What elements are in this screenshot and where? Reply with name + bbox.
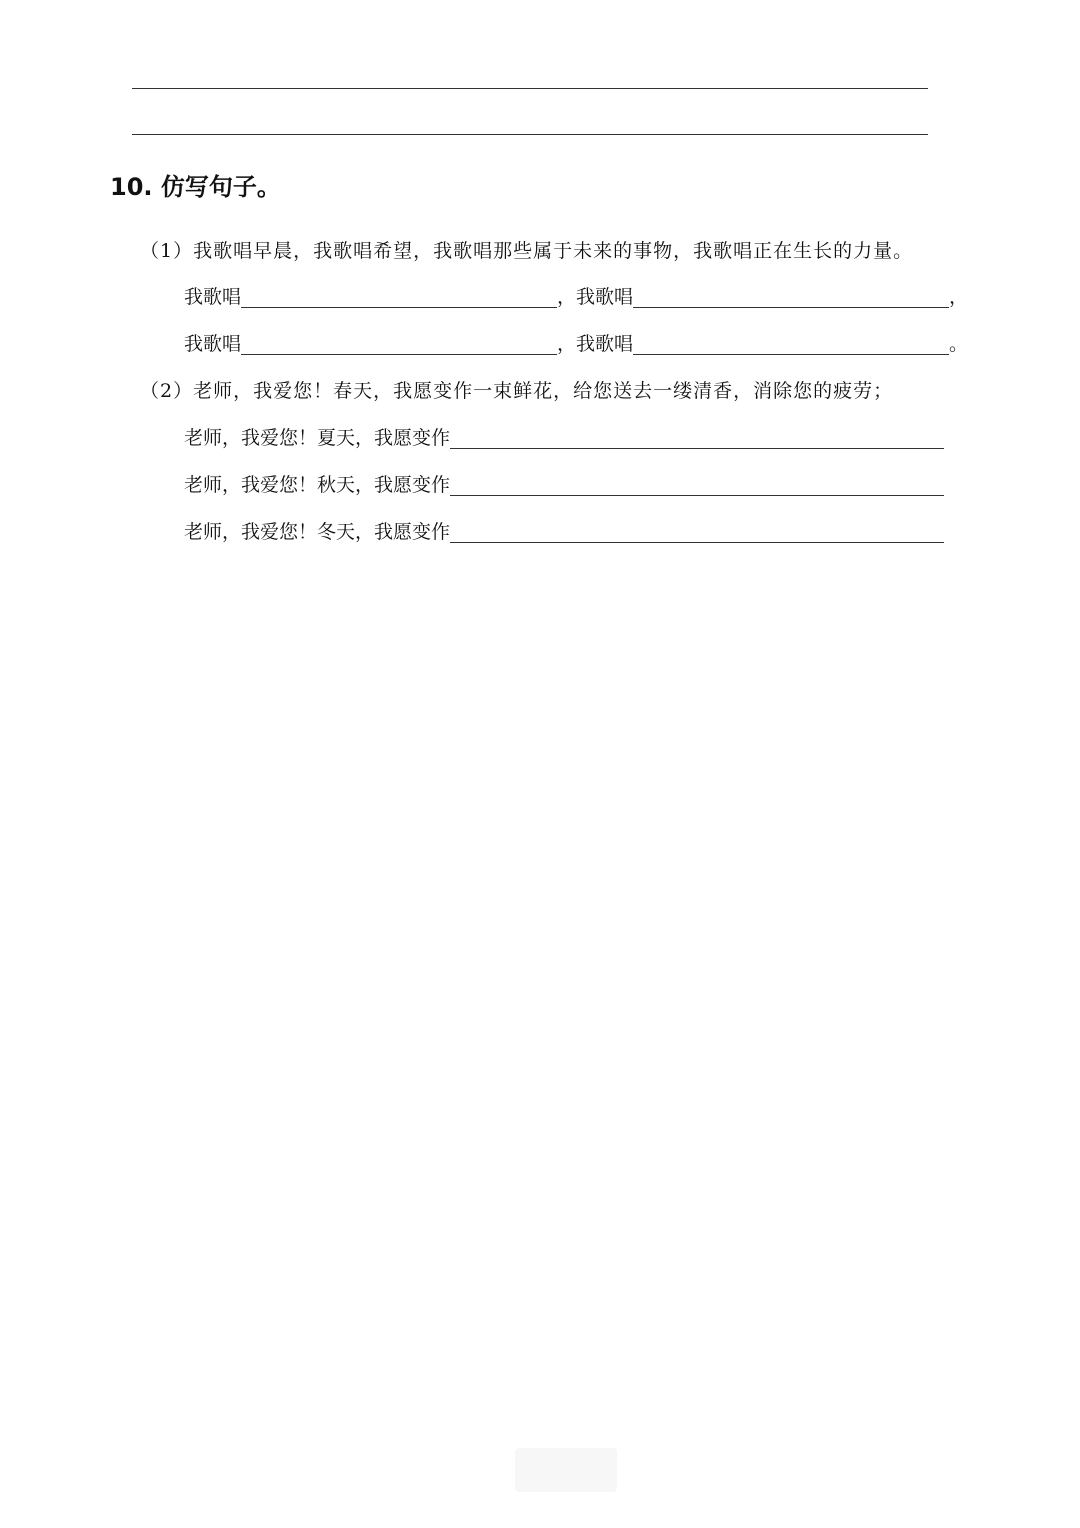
answer-line-2[interactable]: [132, 134, 928, 135]
row-lead-text: 我歌唱: [184, 286, 242, 308]
row-mid-text: ，我歌唱: [557, 286, 634, 308]
part2-row-winter: [184, 518, 944, 546]
question-title: 10. 仿写句子。: [110, 173, 281, 201]
fill-blank[interactable]: [241, 332, 557, 355]
fill-blank[interactable]: [633, 285, 949, 308]
row-end-punct: 。: [949, 333, 969, 355]
row-lead-text: 我歌唱: [184, 333, 242, 355]
part1-prompt: （1）我歌唱早晨，我歌唱希望，我歌唱那些属于未来的事物，我歌唱正在生长的力量。: [140, 240, 914, 262]
fill-blank[interactable]: [450, 426, 944, 449]
answer-line-1[interactable]: [132, 88, 928, 89]
part2-prompt: （2）老师，我爱您！春天，我愿变作一束鲜花，给您送去一缕清香，消除您的疲劳；: [140, 380, 894, 402]
faint-footer-mark: [515, 1448, 617, 1492]
row-lead-text: 老师，我爱您！秋天，我愿变作: [184, 474, 451, 496]
row-lead-text: 老师，我爱您！夏天，我愿变作: [184, 427, 451, 449]
row-mid-text: ，我歌唱: [557, 333, 634, 355]
part2-row-summer: [184, 424, 944, 452]
fill-blank[interactable]: [450, 473, 944, 496]
row-end-punct: ，: [949, 286, 969, 308]
fill-blank[interactable]: [241, 285, 557, 308]
part2-row-autumn: [184, 471, 944, 499]
fill-blank[interactable]: [633, 332, 949, 355]
part1-row-2: [184, 330, 968, 358]
part1-row-1: [184, 283, 968, 311]
row-lead-text: 老师，我爱您！冬天，我愿变作: [184, 521, 451, 543]
fill-blank[interactable]: [450, 520, 944, 543]
